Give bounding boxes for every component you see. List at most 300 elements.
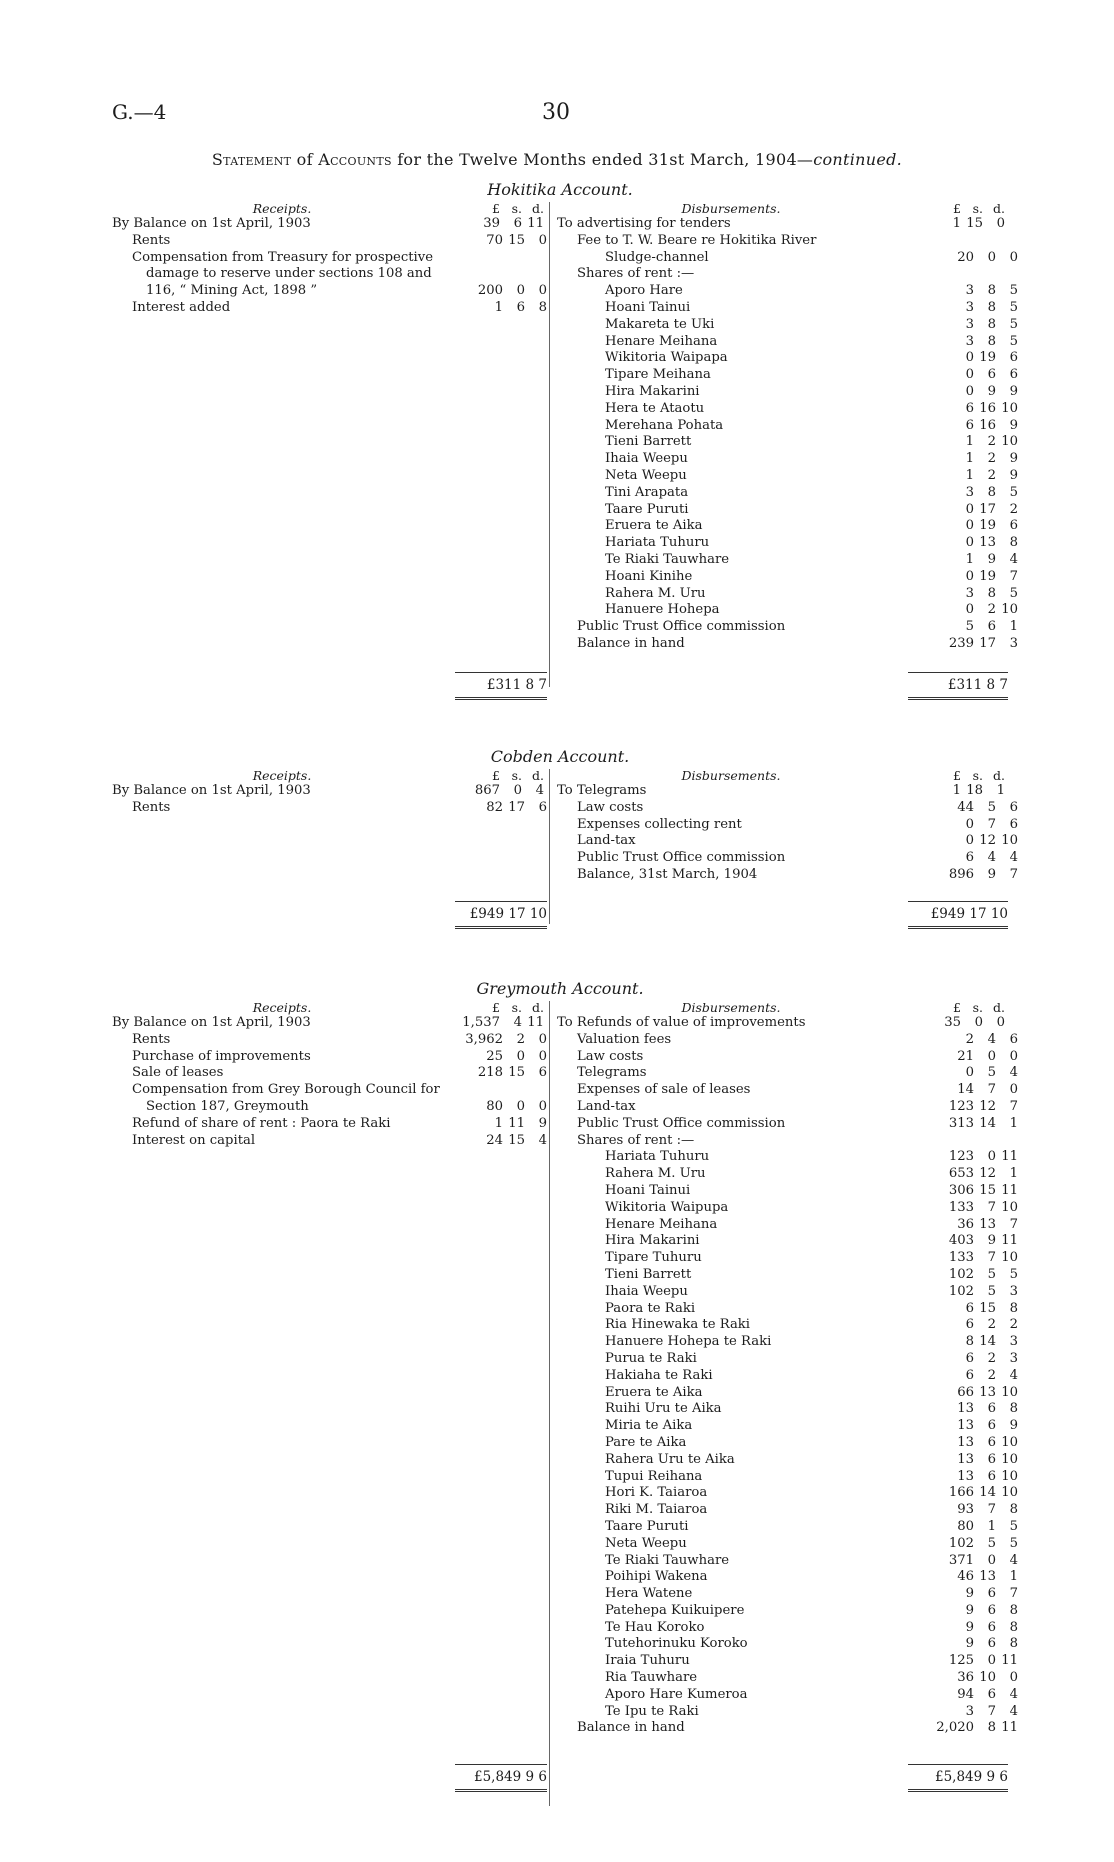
disbursement-amount-pence: 1 (1009, 1115, 1018, 1131)
hokitika-disbursements-column (547, 200, 1018, 653)
disbursement-label: Public Trust Office commission (577, 1115, 786, 1131)
disbursement-row (557, 1233, 1018, 1250)
disbursement-amount (926, 300, 1018, 317)
disbursement-amount (926, 250, 1018, 267)
disbursement-amount-pounds: 125 (948, 1653, 974, 1669)
receipt-label: By Balance on 1st April, 1903 (112, 216, 311, 231)
disbursement-amount-pence: 7 (1009, 568, 1018, 584)
page-header (112, 100, 1002, 130)
disbursement-amount-shillings: 8 (987, 585, 996, 601)
receipts-heading: Receipts. (252, 201, 312, 216)
disbursement-amount (926, 1603, 1018, 1620)
disbursement-amount-pounds: 102 (948, 1535, 974, 1551)
disbursement-amount-pence (996, 233, 1018, 250)
disbursement-amount (926, 434, 1018, 451)
disbursement-amount (926, 451, 1018, 468)
disbursement-amount-pence: 8 (1009, 1636, 1018, 1652)
receipt-label: By Balance on 1st April, 1903 (112, 1015, 311, 1030)
receipt-amount (455, 1049, 547, 1066)
hokitika-column-divider (549, 202, 550, 687)
disbursement-amount-shillings: 4 (987, 1031, 996, 1047)
disbursement-amount-shillings: 13 (979, 1569, 996, 1585)
disbursement-amount-pence: 6 (1009, 1031, 1018, 1047)
disbursement-amount (926, 1368, 1018, 1385)
disbursement-label: To Telegrams (557, 783, 647, 798)
disbursement-amount-shillings: 5 (987, 1283, 996, 1299)
disbursement-amount-pence: 0 (996, 216, 1005, 231)
disbursement-row (557, 485, 1018, 502)
disbursement-amount-pence: 7 (1009, 1098, 1018, 1114)
receipt-amount (452, 216, 544, 233)
disbursement-amount-shillings: 12 (979, 833, 996, 849)
receipt-amount-shillings: 17 (508, 799, 525, 815)
receipts-heading: Receipts. (252, 768, 312, 783)
receipt-amount-shillings: 6 (513, 216, 522, 231)
disbursement-row (557, 468, 1018, 485)
disbursement-amount (926, 1217, 1018, 1234)
disbursement-amount-pence: 4 (1009, 1686, 1018, 1702)
disbursement-amount-shillings: 5 (987, 1266, 996, 1282)
receipts-currency-header (452, 768, 544, 783)
receipt-row (112, 216, 547, 233)
disbursement-amount (926, 1351, 1018, 1368)
receipt-amount (455, 800, 547, 817)
disbursement-row (557, 250, 1018, 267)
disbursement-amount-pence: 5 (1009, 1266, 1018, 1282)
disbursement-amount-pounds (926, 233, 974, 250)
disbursement-label: Te Riaki Tauwhare (605, 1552, 730, 1568)
disbursement-amount (926, 1267, 1018, 1284)
disbursement-row (557, 1267, 1018, 1284)
disbursement-amount-pence: 5 (1009, 316, 1018, 332)
disbursement-amount-pence: 7 (1009, 1216, 1018, 1232)
disbursement-amount-pounds: 166 (948, 1485, 974, 1501)
receipt-amount-pence: 11 (527, 1015, 544, 1030)
disbursement-label: Telegrams (577, 1065, 647, 1081)
disbursement-row (557, 334, 1018, 351)
disbursement-amount-shillings: 2 (987, 1367, 996, 1383)
disbursement-amount-shillings: 17 (979, 501, 996, 517)
disbursement-label: Te Riaki Tauwhare (605, 551, 730, 567)
disbursement-label: Rahera M. Uru (605, 585, 706, 601)
disbursement-amount (926, 350, 1018, 367)
disbursement-amount-shillings: 5 (987, 799, 996, 815)
disbursement-label: Iraia Tuhuru (605, 1653, 690, 1669)
disbursements-heading: Disbursements. (681, 768, 781, 783)
disbursement-row (557, 1502, 1018, 1519)
disbursement-label: Ihaia Weepu (605, 1283, 688, 1299)
disbursement-row (557, 1435, 1018, 1452)
disbursement-label: Hakiaha te Raki (605, 1367, 713, 1383)
disbursement-amount-pence: 8 (1009, 1619, 1018, 1635)
disbursement-amount (920, 1082, 1018, 1099)
disbursement-row (557, 552, 1018, 569)
disbursement-amount-pounds: 896 (948, 866, 974, 882)
disbursement-amount (926, 1284, 1018, 1301)
receipt-amount (455, 300, 547, 317)
receipt-label: Rents (132, 799, 171, 815)
disbursement-amount-pounds: 1 (952, 216, 961, 231)
receipts-pence-header: d. (532, 1000, 544, 1015)
disbursement-label: Henare Meihana (605, 1216, 718, 1232)
disbursement-amount-pounds: 9 (965, 1619, 974, 1635)
receipt-row (112, 1015, 547, 1032)
disbursement-amount-shillings: 5 (987, 1065, 996, 1081)
disbursement-amount (920, 266, 1018, 283)
receipts-pounds-header: £ (492, 1000, 500, 1015)
disbursement-label: Hori K. Taiaroa (605, 1485, 708, 1501)
disbursement-amount-shillings: 7 (987, 1199, 996, 1215)
receipts-pounds-header: £ (492, 768, 500, 783)
disbursement-label: Neta Weepu (605, 467, 687, 483)
disbursement-amount (920, 1049, 1018, 1066)
disbursement-amount-pence: 0 (1009, 1670, 1018, 1686)
receipt-amount-pounds: 24 (486, 1132, 503, 1148)
disbursement-row (557, 451, 1018, 468)
cobden-columns (112, 767, 1018, 884)
disbursement-amount-shillings (974, 266, 996, 283)
disbursement-amount (926, 1183, 1018, 1200)
disbursement-amount (926, 602, 1018, 619)
disbursement-amount-pounds: 2,020 (936, 1720, 974, 1736)
cobden-column-divider (549, 769, 550, 924)
disbursement-label: Wikitoria Waipupa (605, 1199, 729, 1215)
receipt-amount-shillings: 15 (508, 1132, 525, 1148)
receipts-currency-header (452, 1000, 544, 1015)
disbursement-amount-pence: 5 (1009, 484, 1018, 500)
disbursement-row (557, 300, 1018, 317)
disbursement-amount (926, 1536, 1018, 1553)
disbursement-label: Law costs (577, 1048, 644, 1064)
disbursement-amount-shillings: 16 (979, 400, 996, 416)
disbursement-amount-pence: 10 (1001, 1468, 1018, 1484)
disbursement-amount-shillings: 15 (979, 1182, 996, 1198)
disbursement-amount-pounds: 46 (957, 1569, 974, 1585)
disbursement-label: Paora te Raki (605, 1300, 696, 1316)
disbursement-amount (920, 1065, 1018, 1082)
disbursement-amount-shillings: 19 (979, 518, 996, 534)
disbursement-amount-pounds: 0 (965, 1065, 974, 1081)
disbursement-amount-pence (996, 1133, 1018, 1150)
disbursement-row (557, 602, 1018, 619)
page-reference: G.—4 (112, 100, 167, 124)
disbursement-amount-pounds: 5 (965, 619, 974, 635)
disbursement-amount-pounds: 0 (965, 367, 974, 383)
greymouth-disbursements-total-value: £5,849 9 6 (908, 1764, 1008, 1785)
disbursement-label: Aporo Hare (605, 283, 683, 299)
disbursement-label: Aporo Hare Kumeroa (605, 1686, 748, 1702)
receipts-column-header (112, 767, 547, 783)
disbursement-amount (920, 833, 1018, 850)
disbursement-row (557, 233, 1018, 250)
disbursement-label: Expenses collecting rent (577, 816, 742, 832)
disbursement-amount-pounds: 9 (965, 1602, 974, 1618)
disbursement-amount-pence: 4 (1009, 1552, 1018, 1568)
disbursement-amount (926, 1636, 1018, 1653)
disbursement-amount (926, 1435, 1018, 1452)
disbursement-amount-shillings: 0 (987, 1048, 996, 1064)
disbursement-label: Hariata Tuhuru (605, 535, 710, 551)
disbursement-amount-shillings: 6 (987, 1401, 996, 1417)
receipt-amount-pounds: 39 (483, 216, 500, 231)
disbursement-amount (926, 401, 1018, 418)
receipts-heading: Receipts. (252, 1000, 312, 1015)
cobden-account-title: Cobden Account. (490, 747, 630, 766)
receipt-amount-pounds: 200 (477, 283, 503, 299)
hokitika-disbursements-total-value: £311 8 7 (908, 672, 1008, 693)
disbursement-amount (920, 800, 1018, 817)
disbursement-amount-shillings: 10 (979, 1670, 996, 1686)
disbursement-amount-shillings: 8 (987, 316, 996, 332)
receipts-pounds-header: £ (492, 201, 500, 216)
disbursement-amount-pounds: 14 (957, 1082, 974, 1098)
disbursement-amount-shillings: 8 (987, 299, 996, 315)
disbursement-amount-pence: 5 (1009, 1518, 1018, 1534)
disbursement-amount-shillings: 6 (987, 1686, 996, 1702)
greymouth-disbursements-column (547, 999, 1018, 1737)
disbursement-amount-shillings: 6 (987, 1434, 996, 1450)
receipt-amount-pence: 11 (527, 216, 544, 231)
disbursement-row (557, 1469, 1018, 1486)
greymouth-disbursements-total-rule (908, 1785, 1008, 1792)
disbursement-amount-pounds: 20 (957, 249, 974, 265)
disbursement-row (557, 317, 1018, 334)
disbursement-amount-pence: 11 (1001, 1720, 1018, 1736)
disbursement-amount-pounds: 6 (965, 1350, 974, 1366)
disbursement-label: Taare Puruti (605, 1518, 689, 1534)
disbursement-amount-shillings: 14 (979, 1334, 996, 1350)
disbursement-amount (920, 1099, 1018, 1116)
disbursement-amount-pounds (926, 266, 974, 283)
receipt-amount-shillings: 4 (513, 1015, 522, 1030)
statement-rest: for the Twelve Months ended 31st March, 1904— (397, 150, 814, 169)
disbursement-row (557, 384, 1018, 401)
disbursement-label: Balance in hand (577, 635, 685, 651)
disbursement-amount (920, 636, 1018, 653)
disbursement-amount (926, 1401, 1018, 1418)
disbursement-row (557, 586, 1018, 603)
disbursement-amount-shillings: 7 (987, 816, 996, 832)
disbursement-amount-pence: 4 (1009, 1703, 1018, 1719)
disbursement-amount-shillings: 0 (987, 1149, 996, 1165)
disbursement-amount-pence: 10 (1001, 602, 1018, 618)
disbursement-label: Balance in hand (577, 1720, 685, 1736)
receipt-amount-shillings: 0 (516, 1098, 525, 1114)
disbursement-amount-pence: 9 (1009, 467, 1018, 483)
disbursements-pounds-header: £ (953, 201, 961, 216)
disbursement-label: Expenses of sale of leases (577, 1082, 751, 1098)
disbursements-currency-header (905, 201, 1005, 216)
disbursement-row (557, 1200, 1018, 1217)
disbursement-amount (926, 468, 1018, 485)
disbursement-amount-shillings (974, 233, 996, 250)
disbursement-amount (926, 1687, 1018, 1704)
disbursement-amount-pence: 2 (1009, 1317, 1018, 1333)
disbursement-label: Patehepa Kuikuipere (605, 1602, 745, 1618)
disbursement-amount-pence: 10 (1001, 1199, 1018, 1215)
cobden-account-section (112, 747, 1018, 922)
disbursement-row (557, 1015, 1018, 1032)
disbursement-label: Tini Arapata (605, 484, 689, 500)
disbursement-row (557, 1636, 1018, 1653)
disbursement-amount (926, 1301, 1018, 1318)
disbursement-label: Tieni Barrett (605, 1266, 692, 1282)
statement-of: of (296, 150, 313, 169)
disbursement-row (557, 1720, 1018, 1737)
disbursement-amount-pence: 0 (1009, 1048, 1018, 1064)
receipts-column-header (112, 999, 547, 1015)
disbursement-amount-shillings: 8 (987, 283, 996, 299)
receipt-amount-pounds: 1 (494, 1115, 503, 1131)
disbursement-amount-shillings: 2 (987, 451, 996, 467)
disbursement-row (557, 1317, 1018, 1334)
disbursement-amount-pounds: 0 (965, 602, 974, 618)
disbursement-amount-pounds: 66 (957, 1384, 974, 1400)
receipt-amount-pounds: 82 (486, 799, 503, 815)
disbursement-label: Hanuere Hohepa (605, 602, 720, 618)
disbursement-label: Land-tax (577, 1098, 636, 1114)
disbursement-row (557, 817, 1018, 834)
receipt-amount-shillings: 15 (508, 1065, 525, 1081)
disbursement-row (557, 1065, 1018, 1082)
disbursement-amount-pence: 10 (1001, 400, 1018, 416)
disbursement-amount-pounds: 3 (965, 283, 974, 299)
disbursement-amount (926, 1200, 1018, 1217)
disbursement-label: Land-tax (577, 833, 636, 849)
disbursement-amount-pence: 1 (1009, 1166, 1018, 1182)
disbursement-amount-pence: 10 (1001, 1485, 1018, 1501)
receipt-amount-pounds: 3,962 (465, 1031, 503, 1047)
disbursement-label: Hira Makarini (605, 1233, 700, 1249)
disbursement-amount-pence: 10 (1001, 833, 1018, 849)
disbursement-amount-pence: 9 (1009, 451, 1018, 467)
disbursement-row (557, 800, 1018, 817)
disbursement-row (557, 1368, 1018, 1385)
disbursement-row (557, 216, 1018, 233)
receipt-amount-pence: 9 (538, 1115, 547, 1131)
disbursement-amount (926, 1452, 1018, 1469)
receipts-pence-header: d. (532, 201, 544, 216)
disbursement-amount-pence: 0 (996, 1015, 1005, 1030)
disbursement-amount-pounds: 13 (957, 1401, 974, 1417)
disbursement-amount-pounds: 93 (957, 1502, 974, 1518)
disbursement-amount (926, 1704, 1018, 1721)
disbursement-amount (926, 569, 1018, 586)
disbursement-amount (920, 1116, 1018, 1133)
disbursement-amount-pence: 6 (1009, 518, 1018, 534)
disbursement-label: Hera Watene (605, 1586, 693, 1602)
disbursement-amount-shillings: 9 (987, 383, 996, 399)
disbursement-amount-shillings: 6 (987, 619, 996, 635)
receipt-row (112, 1133, 547, 1150)
disbursement-label: Public Trust Office commission (577, 619, 786, 635)
disbursement-amount-pounds: 6 (965, 1317, 974, 1333)
disbursements-shillings-header: s. (972, 768, 983, 783)
disbursement-amount-pence: 10 (1001, 1451, 1018, 1467)
disbursements-currency-header (905, 768, 1005, 783)
disbursement-amount-shillings: 19 (979, 568, 996, 584)
hokitika-columns (112, 200, 1018, 653)
receipt-amount-pence: 6 (538, 799, 547, 815)
disbursement-row (557, 1485, 1018, 1502)
receipt-row (112, 233, 547, 250)
receipt-row (112, 1032, 547, 1049)
cobden-receipts-total-rule (455, 922, 547, 929)
disbursement-amount-shillings: 7 (987, 1250, 996, 1266)
disbursement-amount-pounds: 6 (965, 1367, 974, 1383)
receipt-amount-pence: 6 (538, 1065, 547, 1081)
disbursement-amount (926, 1620, 1018, 1637)
disbursement-amount-pence (996, 266, 1018, 283)
disbursement-amount (905, 1015, 1005, 1032)
disbursement-amount-shillings: 18 (966, 783, 983, 798)
disbursement-amount-shillings: 4 (987, 850, 996, 866)
greymouth-disbursements-total (908, 1758, 1008, 1792)
cobden-receipts-total-value: £949 17 10 (455, 901, 547, 922)
disbursement-amount-pounds: 1 (965, 434, 974, 450)
hokitika-account-title: Hokitika Account. (487, 180, 633, 199)
cobden-receipts-column (112, 767, 547, 884)
disbursements-column-header (557, 200, 1018, 216)
disbursement-amount-pence: 8 (1009, 1300, 1018, 1316)
disbursement-amount-shillings: 13 (979, 1384, 996, 1400)
disbursement-amount-pounds: 403 (948, 1233, 974, 1249)
disbursement-amount (926, 1670, 1018, 1687)
hokitika-disbursements-total-rule (908, 693, 1008, 700)
disbursement-amount-pence: 3 (1009, 1350, 1018, 1366)
disbursement-amount-pence: 6 (1009, 367, 1018, 383)
disbursement-amount-shillings: 6 (987, 1418, 996, 1434)
disbursement-label: Ria Hinewaka te Raki (605, 1317, 751, 1333)
greymouth-receipts-column (112, 999, 547, 1737)
disbursement-row (557, 1217, 1018, 1234)
disbursement-amount (926, 1334, 1018, 1351)
greymouth-account-section (112, 979, 1018, 1785)
disbursement-row (557, 418, 1018, 435)
disbursement-row (557, 1452, 1018, 1469)
disbursement-amount (920, 233, 1018, 250)
disbursement-row (557, 367, 1018, 384)
disbursement-row (557, 1082, 1018, 1099)
receipt-row (112, 300, 547, 317)
disbursement-label: Law costs (577, 799, 644, 815)
receipt-amount-shillings: 0 (516, 283, 525, 299)
disbursement-amount-shillings: 0 (974, 1015, 983, 1030)
disbursement-amount (926, 418, 1018, 435)
disbursement-amount-shillings: 6 (987, 1468, 996, 1484)
disbursement-label: Eruera te Aika (605, 518, 703, 534)
disbursement-label: Rahera M. Uru (605, 1166, 706, 1182)
disbursement-amount (905, 783, 1005, 800)
disbursement-row (557, 1670, 1018, 1687)
disbursement-row (557, 1133, 1018, 1150)
disbursement-amount (926, 317, 1018, 334)
disbursement-label: Ruihi Uru te Aika (605, 1401, 722, 1417)
disbursement-label: Poihipi Wakena (605, 1569, 708, 1585)
cobden-disbursements-total (908, 895, 1008, 929)
disbursement-amount-pounds: 0 (965, 568, 974, 584)
receipt-amount-pence: 4 (538, 1132, 547, 1148)
disbursement-row (557, 1250, 1018, 1267)
disbursement-amount-shillings: 2 (987, 1317, 996, 1333)
disbursement-amount-pence: 5 (1009, 283, 1018, 299)
disbursements-column-header (557, 999, 1018, 1015)
disbursement-amount (926, 586, 1018, 603)
greymouth-column-divider (549, 1001, 550, 1806)
receipts-pence-header: d. (532, 768, 544, 783)
disbursement-amount-pounds: 133 (948, 1250, 974, 1266)
disbursement-amount-pence: 11 (1001, 1182, 1018, 1198)
